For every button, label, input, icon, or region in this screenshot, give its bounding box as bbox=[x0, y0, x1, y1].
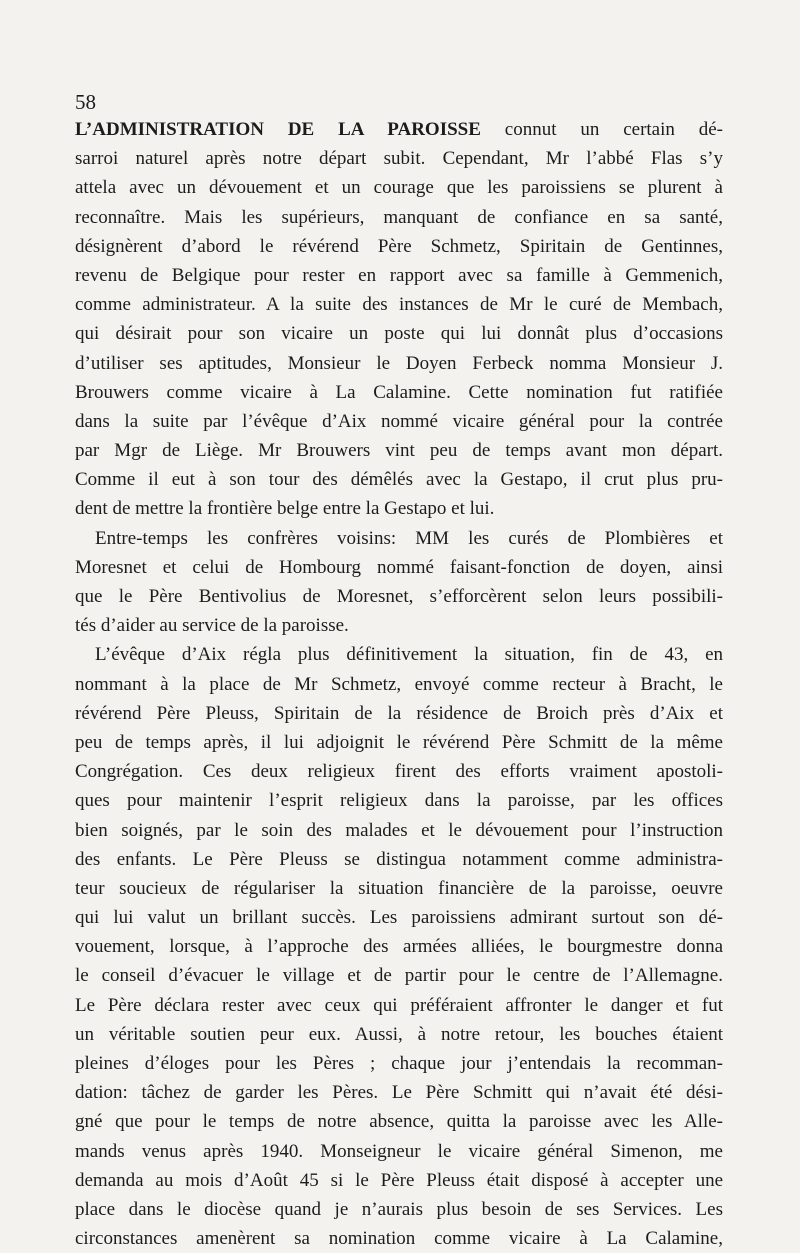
text-line: le conseil d’évacuer le village et de partir pour le centre de l’Allemagne. bbox=[75, 965, 723, 987]
text-line: attela avec un dévouement et un courage que les paroissiens se plurent à bbox=[75, 177, 723, 199]
text-line: dation: tâchez de garder les Pères. Le Père Schmitt qui n’avait été dési- bbox=[75, 1082, 723, 1104]
text-line: ques pour maintenir l’esprit religieux dans la paroisse, par les offices bbox=[75, 790, 723, 812]
text-line: désignèrent d’abord le révérend Père Schmetz, Spiritain de Gentinnes, bbox=[75, 235, 723, 257]
text-line: Congrégation. Ces deux religieux firent des efforts vraiment apostoli- bbox=[75, 761, 723, 783]
text-line: dans la suite par l’évêque d’Aix nommé vicaire général pour la contrée bbox=[75, 410, 723, 432]
text-line: bien soignés, par le soin des malades et le dévouement pour l’instruction bbox=[75, 819, 723, 841]
text-line: teur soucieux de régulariser la situation financière de la paroisse, oeuvre bbox=[75, 877, 723, 899]
text-line: un véritable soutien peur eux. Aussi, à notre retour, les bouches étaient bbox=[75, 1023, 723, 1045]
text-line: révérend Père Pleuss, Spiritain de la résidence de Broich près d’Aix et bbox=[75, 702, 723, 724]
text-line: gné que pour le temps de notre absence, quitta la paroisse avec les Alle- bbox=[75, 1111, 723, 1133]
section-heading: L’ADMINISTRATION DE LA PAROISSE bbox=[75, 119, 481, 140]
text-line: circonstances amenèrent sa nomination comme vicaire à La Calamine, bbox=[75, 1228, 723, 1250]
text-line: Comme il eut à son tour des démêlés avec la Gestapo, il crut plus pru- bbox=[75, 469, 723, 491]
text-line: Le Père déclara rester avec ceux qui préféraient affronter le danger et fut bbox=[75, 994, 723, 1016]
text-line: L’évêque d’Aix régla plus définitivement la situation, fin de 43, en bbox=[95, 644, 723, 666]
text-line: comme administrateur. A la suite des instances de Mr le curé de Membach, bbox=[75, 294, 723, 316]
text-line: demanda au mois d’Août 45 si le Père Pleuss était disposé à accepter une bbox=[75, 1169, 723, 1191]
text-line: dent de mettre la frontière belge entre la Gestapo et lui. bbox=[75, 498, 495, 520]
text-line: reconnaître. Mais les supérieurs, manquant de confiance en sa santé, bbox=[75, 206, 723, 228]
text-line: mands venus après 1940. Monseigneur le vicaire général Simenon, me bbox=[75, 1140, 723, 1162]
text-line: pleines d’éloges pour les Pères ; chaque jour j’entendais la recomman- bbox=[75, 1053, 723, 1074]
text-line: L’ADMINISTRATION DE LA PAROISSE connut un certain dé- bbox=[75, 119, 724, 140]
text-line: vouement, lorsque, à l’approche des armées alliées, le bourgmestre donna bbox=[75, 936, 723, 958]
text-line: que le Père Bentivolius de Moresnet, s’efforcèrent selon leurs possibili- bbox=[75, 586, 723, 607]
text-line: sarroi naturel après notre départ subit. Cependant, Mr l’abbé Flas s’y bbox=[75, 148, 723, 170]
text-line: revenu de Belgique pour rester en rapport avec sa famille à Gemmenich, bbox=[75, 264, 723, 286]
text-line: peu de temps après, il lui adjoignit le révérend Père Schmitt de la même bbox=[75, 731, 723, 753]
text-line: qui lui valut un brillant succès. Les paroissiens admirant surtout son dé- bbox=[75, 907, 723, 929]
text-line: des enfants. Le Père Pleuss se distingua notamment comme administra- bbox=[75, 848, 723, 870]
page-number: 58 bbox=[75, 90, 96, 114]
text-line: nommant à la place de Mr Schmetz, envoyé comme recteur à Bracht, le bbox=[75, 673, 723, 695]
text-line: Brouwers comme vicaire à La Calamine. Cette nomination fut ratifiée bbox=[75, 381, 723, 403]
text-line: tés d’aider au service de la paroisse. bbox=[75, 615, 349, 637]
body-text bbox=[75, 115, 723, 1253]
text-line: d’utiliser ses aptitudes, Monsieur le Doyen Ferbeck nomma Monsieur J. bbox=[75, 352, 723, 374]
text-line: par Mgr de Liège. Mr Brouwers vint peu de temps avant mon départ. bbox=[75, 440, 723, 462]
text-line: qui désirait pour son vicaire un poste qui lui donnât plus d’occasions bbox=[75, 323, 723, 345]
text-line: place dans le diocèse quand je n’aurais plus besoin de ses Services. Les bbox=[75, 1198, 723, 1220]
text-line: Moresnet et celui de Hombourg nommé faisant-fonction de doyen, ainsi bbox=[75, 556, 723, 578]
text-line: Entre-temps les confrères voisins: MM les curés de Plombières et bbox=[95, 527, 723, 549]
